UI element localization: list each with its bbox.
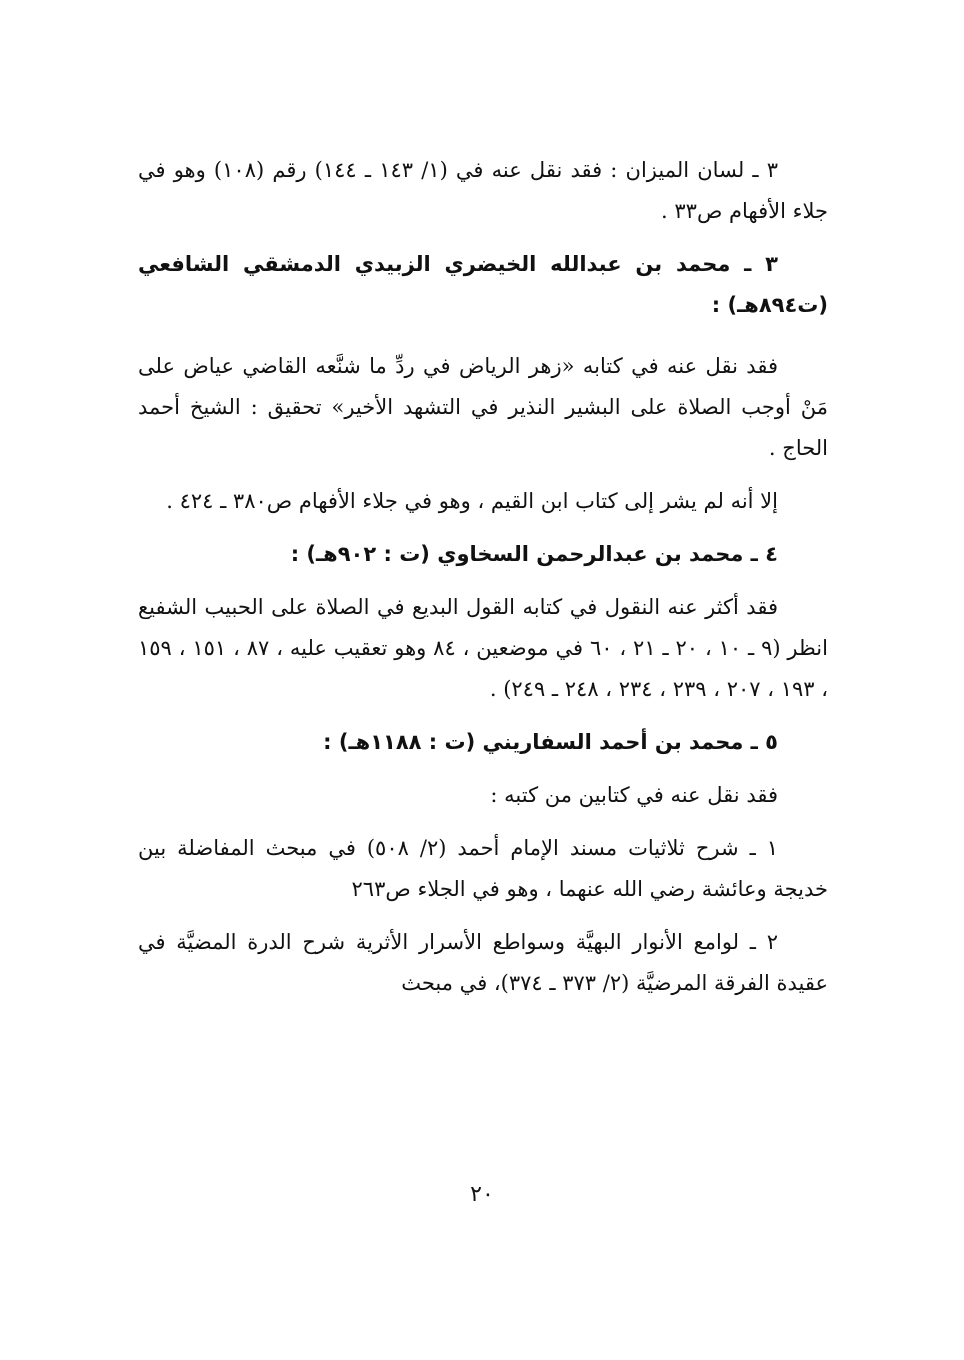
page-body	[138, 150, 828, 1004]
heading-khaydari: ٣ ـ محمد بن عبدالله الخيضري الزبيدي الدمشقي الشافعي (ت٨٩٤هـ) :	[138, 252, 828, 317]
paragraph-lisan-al-mizan: ٣ ـ لسان الميزان : فقد نقل عنه في (١/ ١٤٣ ـ ١٤٤) رقم (١٠٨) وهو في جلاء الأفهام ص٣٣ .	[138, 158, 828, 223]
heading-sakhawi: ٤ ـ محمد بن عبدالرحمن السخاوي (ت : ٩٠٢هـ) :	[290, 542, 778, 566]
paragraph-two-books: فقد نقل عنه في كتابين من كتبه :	[490, 783, 778, 807]
paragraph-al-qawl-al-badi: فقد أكثر عنه النقول في كتابه القول البديع في الصلاة على الحبيب الشفيع انظر (٩ ـ ١٠ ، ٢٠ ـ ٢١ ، ٦٠ في موضعين ، ٨٤ وهو تعقيب عليه ، ٨٧ ، ١٥١ ، ١٥٩ ، ١٩٣ ، ٢٠٧ ، ٢٣٩ ، ٢٣٤ ، ٢٤٨ ـ ٢٤٩) .	[138, 595, 828, 701]
page-number: ٢٠	[470, 1182, 494, 1207]
paragraph-zahr-al-riyad: فقد نقل عنه في كتابه «زهر الرياض في ردِّ ما شنَّعه القاضي عياض على مَنْ أوجب الصلاة على البشير النذير في التشهد الأخير» تحقيق : الشيخ أحمد الحاج .	[138, 354, 828, 460]
paragraph-lawami-al-anwar: ٢ ـ لوامع الأنوار البهيَّة وسواطع الأسرار الأثرية شرح الدرة المضيَّة في عقيدة الفرقة المرضيَّة (٢/ ٣٧٣ ـ ٣٧٤)، في مبحث	[138, 930, 828, 995]
heading-saffarini: ٥ ـ محمد بن أحمد السفاريني (ت : ١١٨٨هـ) :	[323, 730, 778, 754]
paragraph-thulathiyat: ١ ـ شرح ثلاثيات مسند الإمام أحمد (٢/ ٥٠٨) في مبحث المفاضلة بين خديجة وعائشة رضي الله عنهما ، وهو في الجلاء ص٢٦٣	[138, 836, 828, 901]
paragraph-did-not-refer: إلا أنه لم يشر إلى كتاب ابن القيم ، وهو في جلاء الأفهام ص٣٨٠ ـ ٤٢٤ .	[166, 489, 778, 513]
